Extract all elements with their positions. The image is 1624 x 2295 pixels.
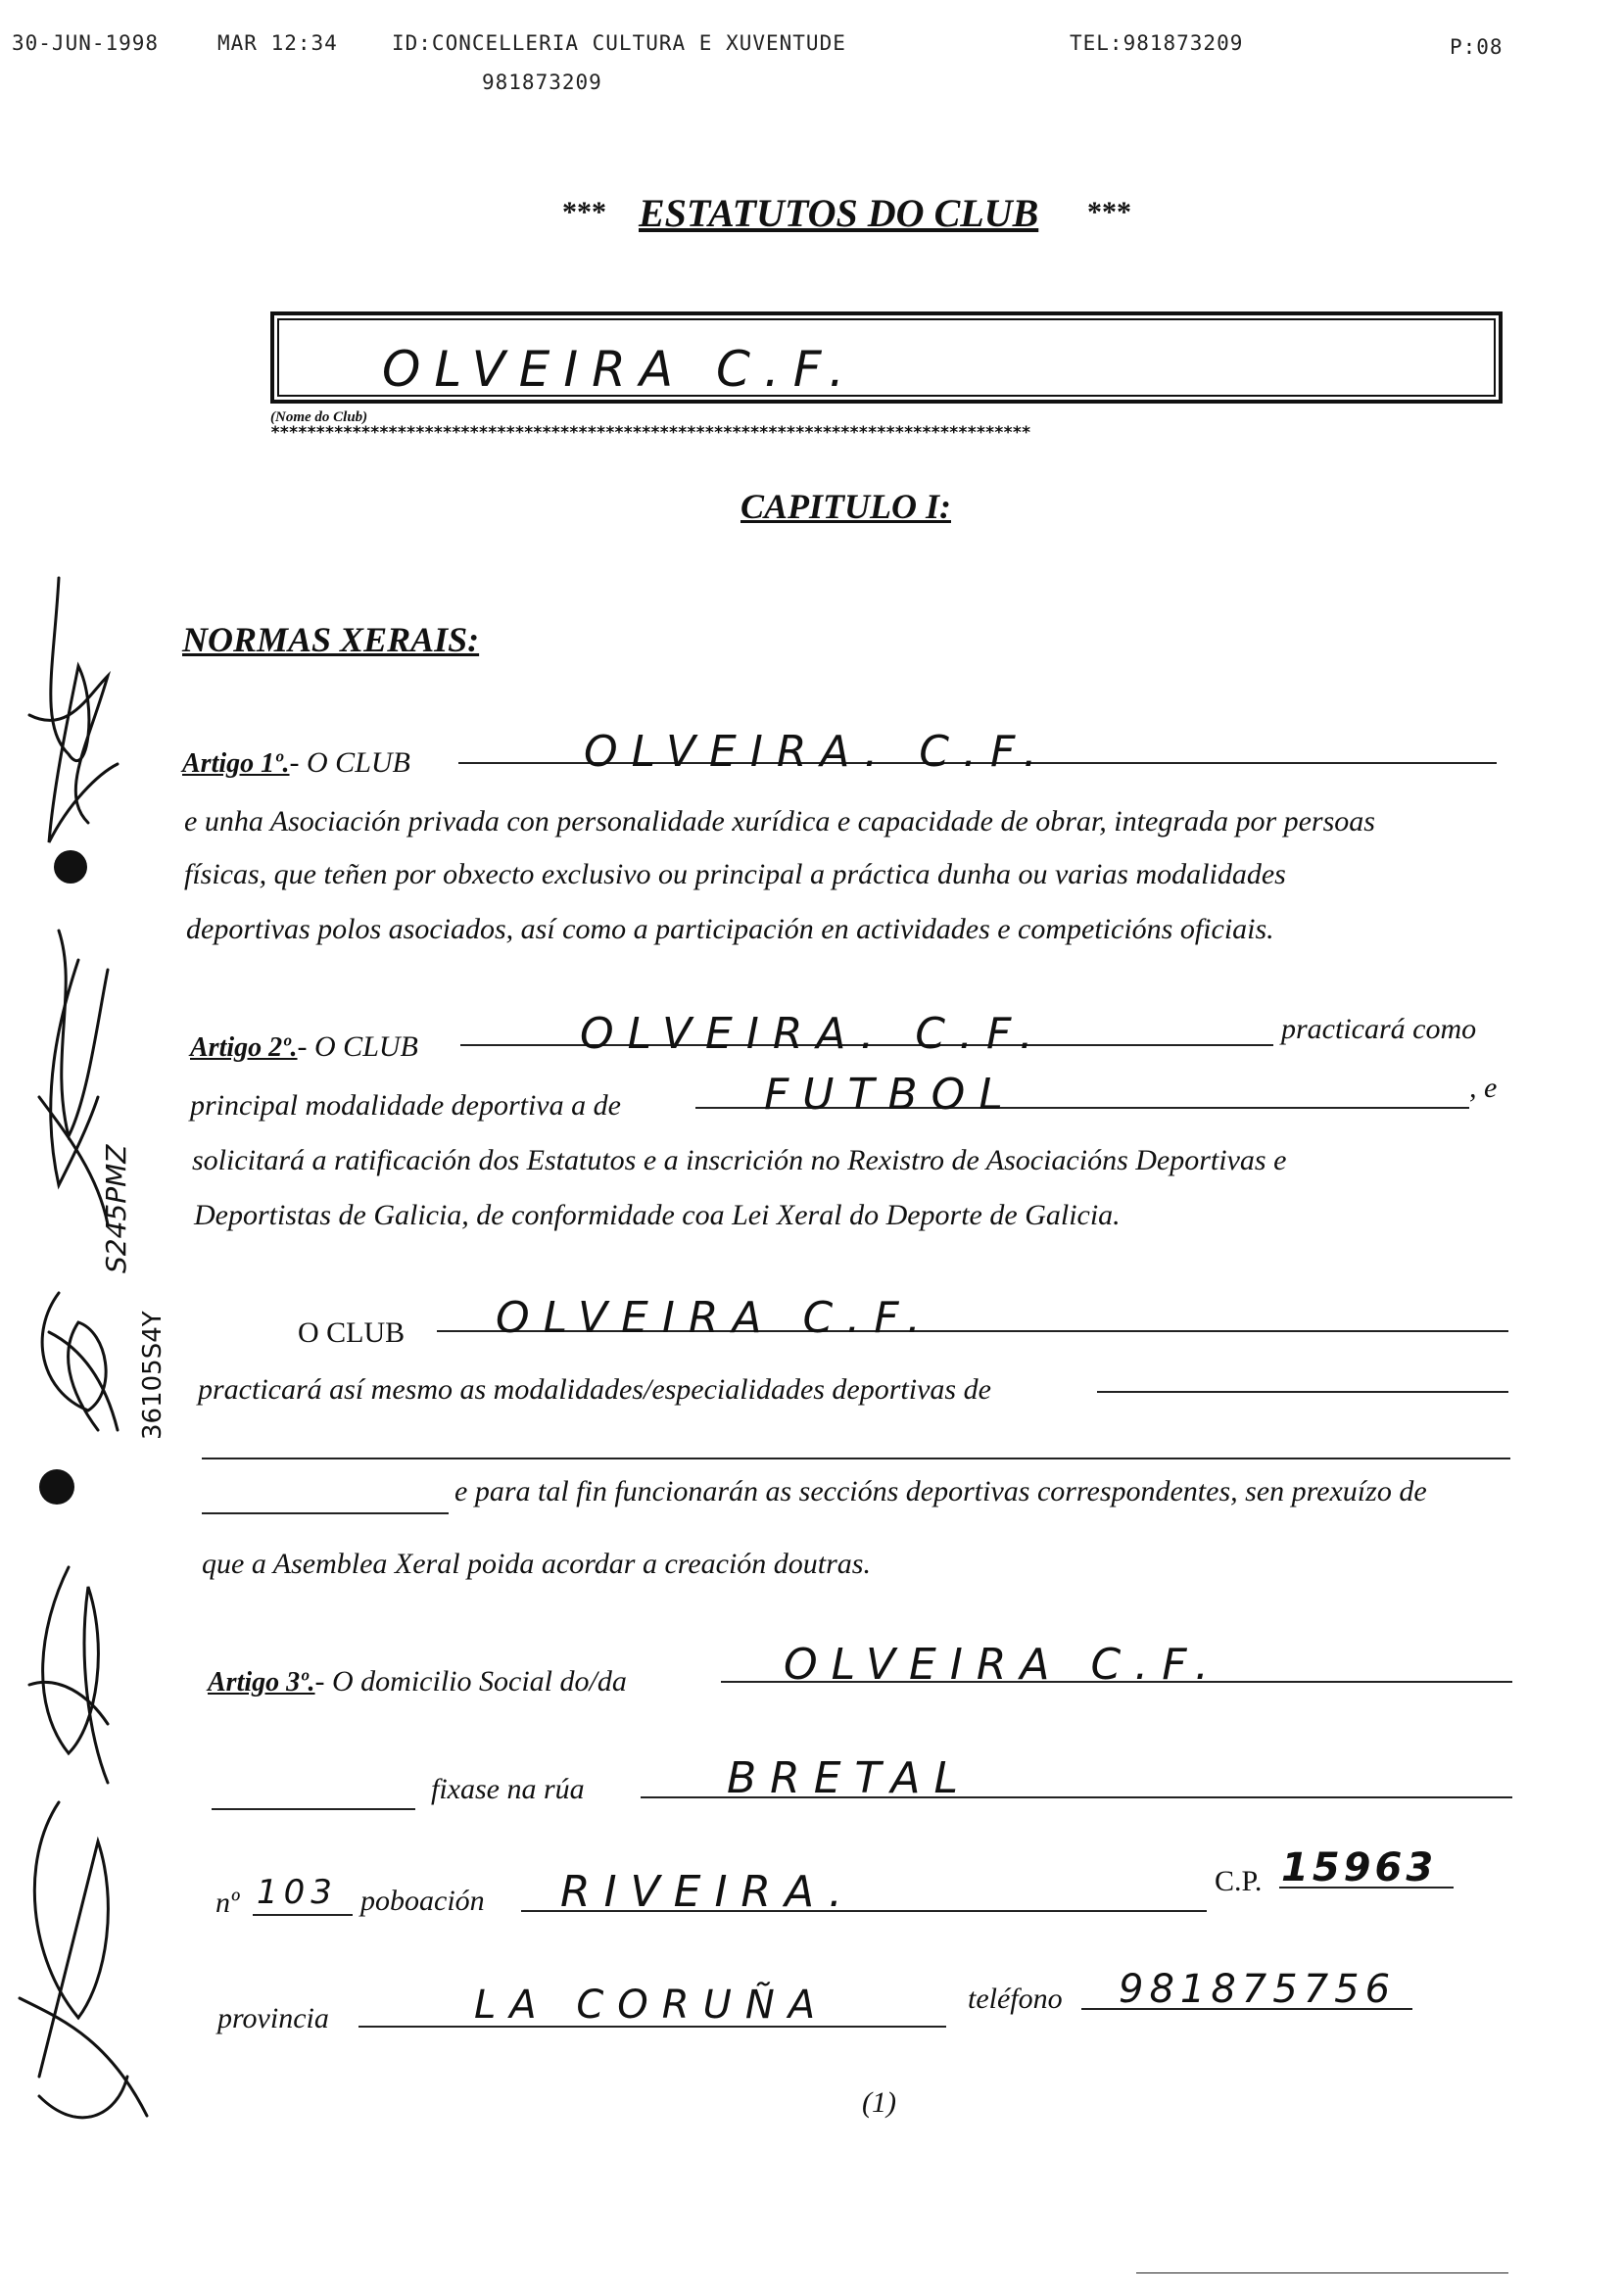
bottom-rule [1136, 2272, 1508, 2273]
article-2-line-3: solicitará a ratificación dos Estatutos e a inscrición no Rexistro de Asociacións Deportivas e [192, 1144, 1287, 1176]
article-2-suffix: practicará como [1281, 1013, 1477, 1045]
article-2-line2-prefix: principal modalidade deportiva a de [190, 1089, 621, 1122]
article-3-blank-line [212, 1808, 415, 1810]
article-1-line-1: e unha Asociación privada con personalidade xurídica e capacidade de obrar, integrada por persoas [184, 805, 1375, 837]
margin-signatures [0, 549, 196, 2292]
article-1-heading: Artigo 1º. [182, 748, 290, 779]
fax-date: 30-JUN-1998 [12, 31, 160, 55]
article-2-modalities-line-3 [202, 1512, 449, 1514]
article-3-heading: Artigo 3º. [208, 1667, 315, 1697]
margin-number-2: 36105S4Y [138, 1311, 167, 1440]
article-3-no-label: nº [215, 1887, 240, 1919]
article-3-prefix: - O domicilio Social do/da [314, 1665, 627, 1697]
fax-tel: TEL:981873209 [1070, 31, 1244, 55]
article-1 [182, 746, 410, 780]
fax-page: P:08 [1450, 35, 1504, 59]
club-name-value: OLVEIRA C.F. [382, 341, 858, 398]
page-number: (1) [862, 2086, 896, 2119]
article-1-line-2: físicas, que teñen por obxecto exclusivo ou principal a práctica dunha ou varias modalidades [184, 858, 1286, 890]
article-2-line2-suffix: , e [1469, 1072, 1498, 1104]
chapter-heading: CAPITULO I: [740, 487, 951, 526]
article-3-street-value: BRETAL [727, 1753, 973, 1803]
article-2-sport-value: FUTBOL [764, 1070, 1017, 1120]
article-2-para2-prefix: O CLUB [298, 1316, 406, 1349]
article-2-para2-line-1: practicará así mesmo as modalidades/especialidades deportivas de [198, 1373, 991, 1406]
title-stars-right: *** [1087, 196, 1131, 228]
section-heading: NORMAS XERAIS: [182, 620, 480, 659]
article-3-phone-label: teléfono [968, 1983, 1063, 2015]
article-3-club-value: OLVEIRA C.F. [784, 1640, 1222, 1690]
article-3-town-value: RIVEIRA. [560, 1867, 856, 1917]
article-2-line-4: Deportistas de Galicia, de conformidade coa Lei Xeral do Deporte de Galicia. [194, 1199, 1121, 1231]
article-3-no-line [253, 1914, 353, 1916]
article-3-phone-value: 981875756 [1119, 1967, 1397, 2012]
document-title: ESTATUTOS DO CLUB [639, 191, 1039, 235]
article-2 [190, 1030, 418, 1064]
article-1-line-3: deportivas polos asociados, así como a participación en actividades e competicións oficiais. [186, 913, 1274, 945]
fax-time: MAR 12:34 [217, 31, 338, 55]
club-name-box [270, 311, 1503, 404]
article-2-club-value: OLVEIRA. C.F. [580, 1009, 1047, 1059]
article-2-para2-line-4: que a Asemblea Xeral poida acordar a creación doutras. [202, 1548, 871, 1580]
article-3-province-value: LA CORUÑA [474, 1983, 830, 2028]
article-2-modalities-line-1 [1097, 1391, 1508, 1393]
article-3-cp-label: C.P. [1215, 1865, 1263, 1897]
article-3-province-label: provincia [217, 2002, 329, 2034]
fax-id: ID:CONCELLERIA CULTURA E XUVENTUDE [392, 31, 846, 55]
article-1-club-value: OLVEIRA. C.F. [584, 727, 1051, 777]
article-1-prefix: - O CLUB [289, 746, 410, 779]
article-3-no-value: 103 [257, 1873, 338, 1912]
separator-stars: ************************************************************************************ [270, 423, 1030, 443]
article-2-prefix: - O CLUB [297, 1030, 418, 1063]
article-2-heading: Artigo 2º. [190, 1032, 298, 1063]
article-3 [208, 1665, 627, 1698]
article-2-modalities-line-2 [202, 1458, 1510, 1459]
fax-number: 981873209 [482, 71, 602, 94]
article-3-cp-value: 15963 [1281, 1845, 1438, 1890]
margin-number-1: S245PMZ [100, 1144, 132, 1273]
article-2-para2-line-3: e para tal fin funcionarán as seccións deportivas correspondentes, sen prexuízo de [454, 1475, 1427, 1507]
club-name-caption: (Nome do Club) [270, 409, 368, 425]
article-2-para2-club-value: OLVEIRA C.F. [496, 1293, 934, 1343]
title-stars-left: *** [562, 196, 606, 228]
article-3-town-label: poboación [360, 1885, 485, 1917]
article-3-street-label: fixase na rúa [431, 1773, 585, 1805]
